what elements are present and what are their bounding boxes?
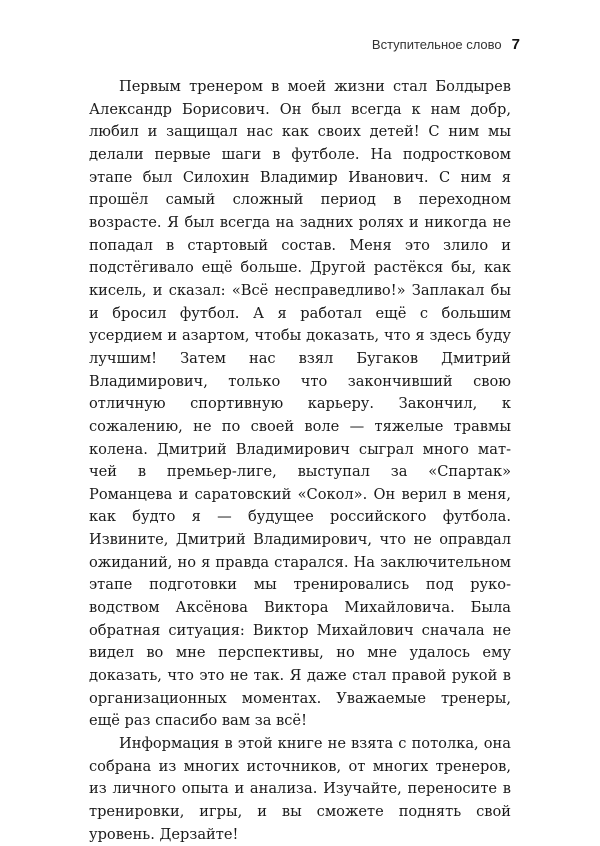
text-body bbox=[89, 76, 511, 846]
paragraph: Первым тренером в моей жизни стал Болдырев Александр Борисович. Он был всегда к нам добр, любил и защищал нас как своих детей! С ним мы делали первые шаги в футболе. На подростковом этапе был Силохин Владимир Иванович. С ним я прошёл самый сложный период в переходном возрасте. Я был всегда на задних ролях и никогда не попадал в стартовый состав. Меня это злило и подстёгивало ещё больше. Другой растёкся бы, как кисель, и сказал: «Всё несправедливо!» Заплакал бы и бросил футбол. А я работал ещё с большим усердием и азартом, чтобы доказать, что я здесь буду лучшим! Затем нас взял Бугаков Дмитрий Владимирович, только что закончивший свою отличную спортивную карьеру. Закончил, к сожалению, не по своей воле — тяжелые травмы колена. Дмитрий Владимирович сыграл много матчей в премьер-лиге, выступал за «Спартак» Романцева и саратовский «Сокол». Он верил в меня, как будто я — будущее российского футбола. Извините, Дмитрий Владимирович, что не оправдал ожиданий, но я правда старался. На заключительном этапе подготовки мы тренировались под руководством Аксёнова Виктора Михайловича. Была обратная ситуация: Виктор Михайлович сначала не видел во мне перспективы, но мне удалось ему доказать, что это не так. Я даже стал правой рукой в организационных моментах. Уважаемые тренеры, ещё раз спасибо вам за всё! bbox=[89, 78, 511, 730]
page-number: 7 bbox=[511, 36, 520, 53]
page-header bbox=[372, 36, 520, 53]
paragraph: Информация в этой книге не взята с потолка, она собрана из многих источников, от многих тренеров, из личного опыта и анализа. Изучайте, переносите в тренировки, игры, и вы сможете поднять свой уровень. Дерзайте! bbox=[89, 735, 511, 843]
running-title: Вступительное слово bbox=[371, 37, 502, 52]
